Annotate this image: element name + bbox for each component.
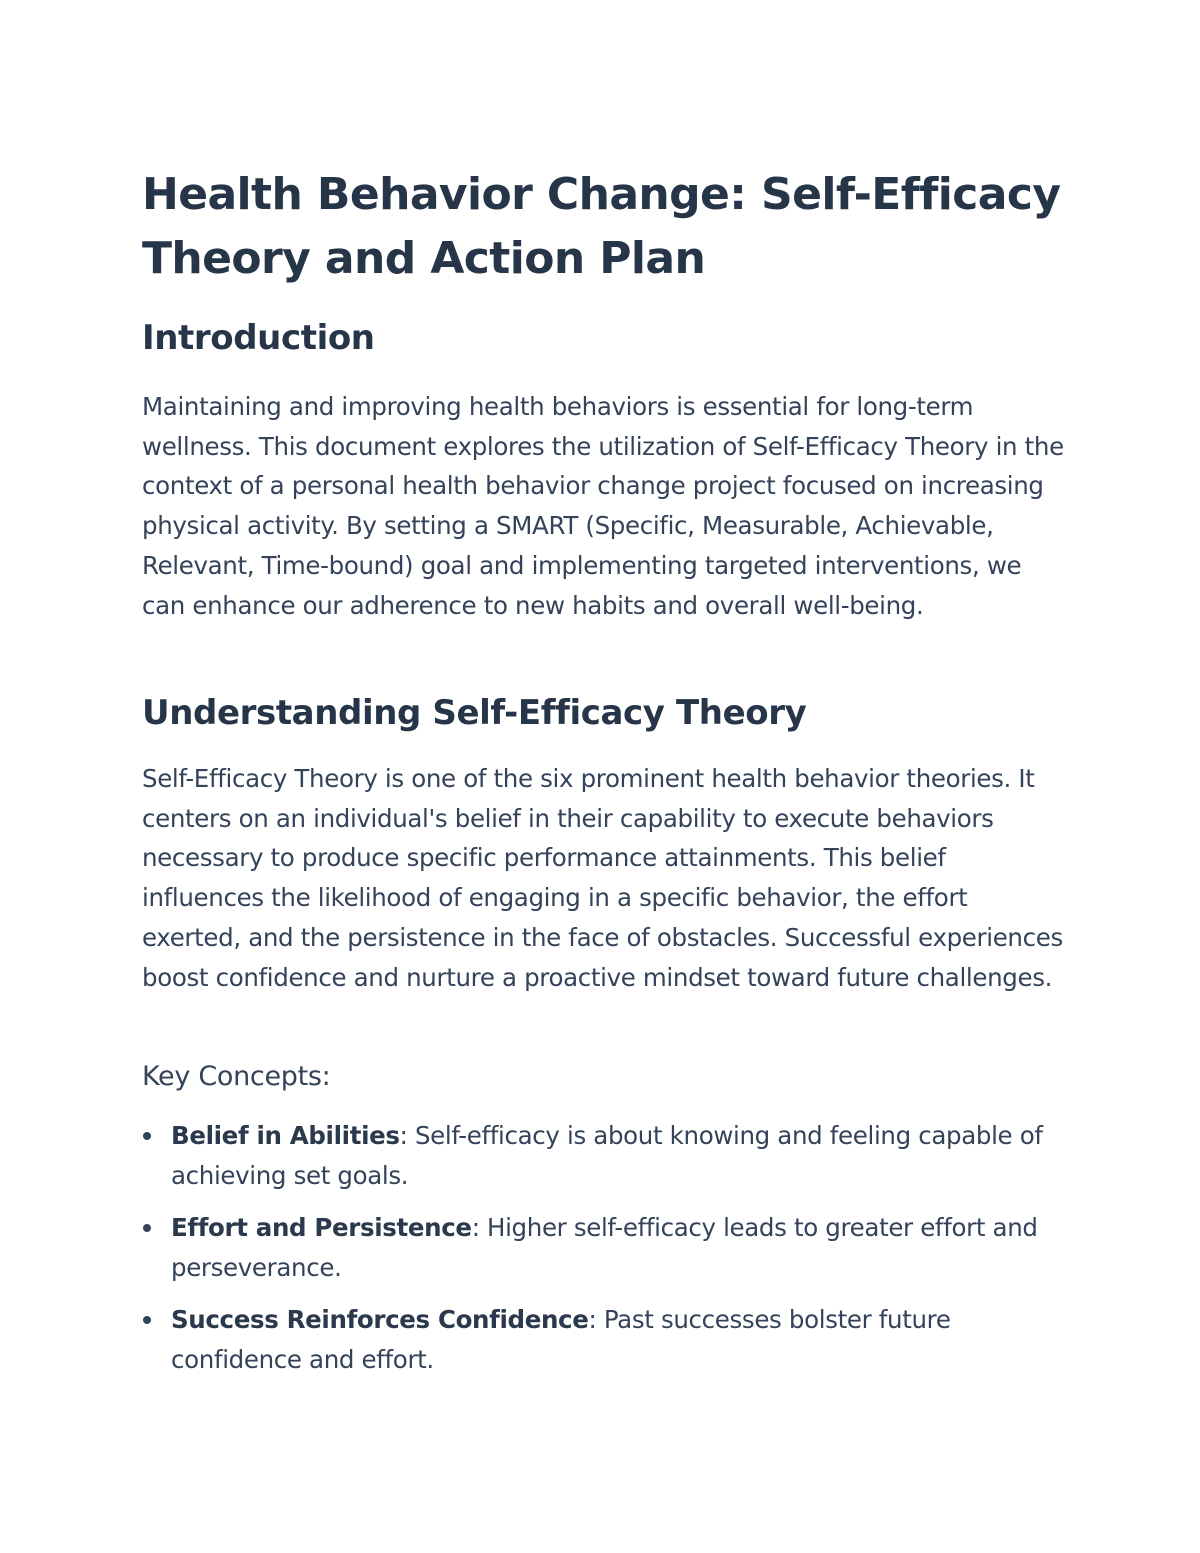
bullet-icon [143,1132,151,1140]
concept-term: Effort and Persistence [171,1213,472,1242]
concept-term: Success Reinforces Confidence [171,1305,589,1334]
bullet-icon [143,1316,151,1324]
introduction-paragraph: Maintaining and improving health behaviors is essential for long-term wellness. This document explores the utilization of Self-Efficacy Theory in the context of a personal health behavior change project focused on increasing physical activity. By setting a SMART (Specific, Measurable, Achievable, Relevant, Time-bound) goal and implementing targeted interventions, we can enhance our adherence to new habits and overall well-being. [142,392,1064,620]
list-item [142,1208,1067,1288]
concept-description: : Past successes bolster future confidence and effort. [171,1305,951,1374]
concept-term: Belief in Abilities [171,1121,400,1150]
key-concepts-heading: Key Concepts: [142,1061,331,1092]
document-title: Health Behavior Change: Self-Efficacy Theory and Action Plan [142,169,1061,284]
understanding-heading: Understanding Self-Efficacy Theory [142,693,807,733]
key-concepts-list [142,1116,1067,1392]
list-item [142,1116,1067,1196]
concept-description: : Higher self-efficacy leads to greater effort and perseverance. [171,1213,1038,1282]
introduction-heading: Introduction [142,318,375,358]
concept-description: : Self-efficacy is about knowing and feeling capable of achieving set goals. [171,1121,1043,1190]
list-item [142,1300,1067,1380]
understanding-paragraph: Self-Efficacy Theory is one of the six prominent health behavior theories. It centers on an individual's belief in their capability to execute behaviors necessary to produce specific performance attainments. This belief influences the likelihood of engaging in a specific behavior, the effort exerted, and the persistence in the face of obstacles. Successful experiences boost confidence and nurture a proactive mindset toward future challenges. [142,764,1063,992]
bullet-icon [143,1224,151,1232]
